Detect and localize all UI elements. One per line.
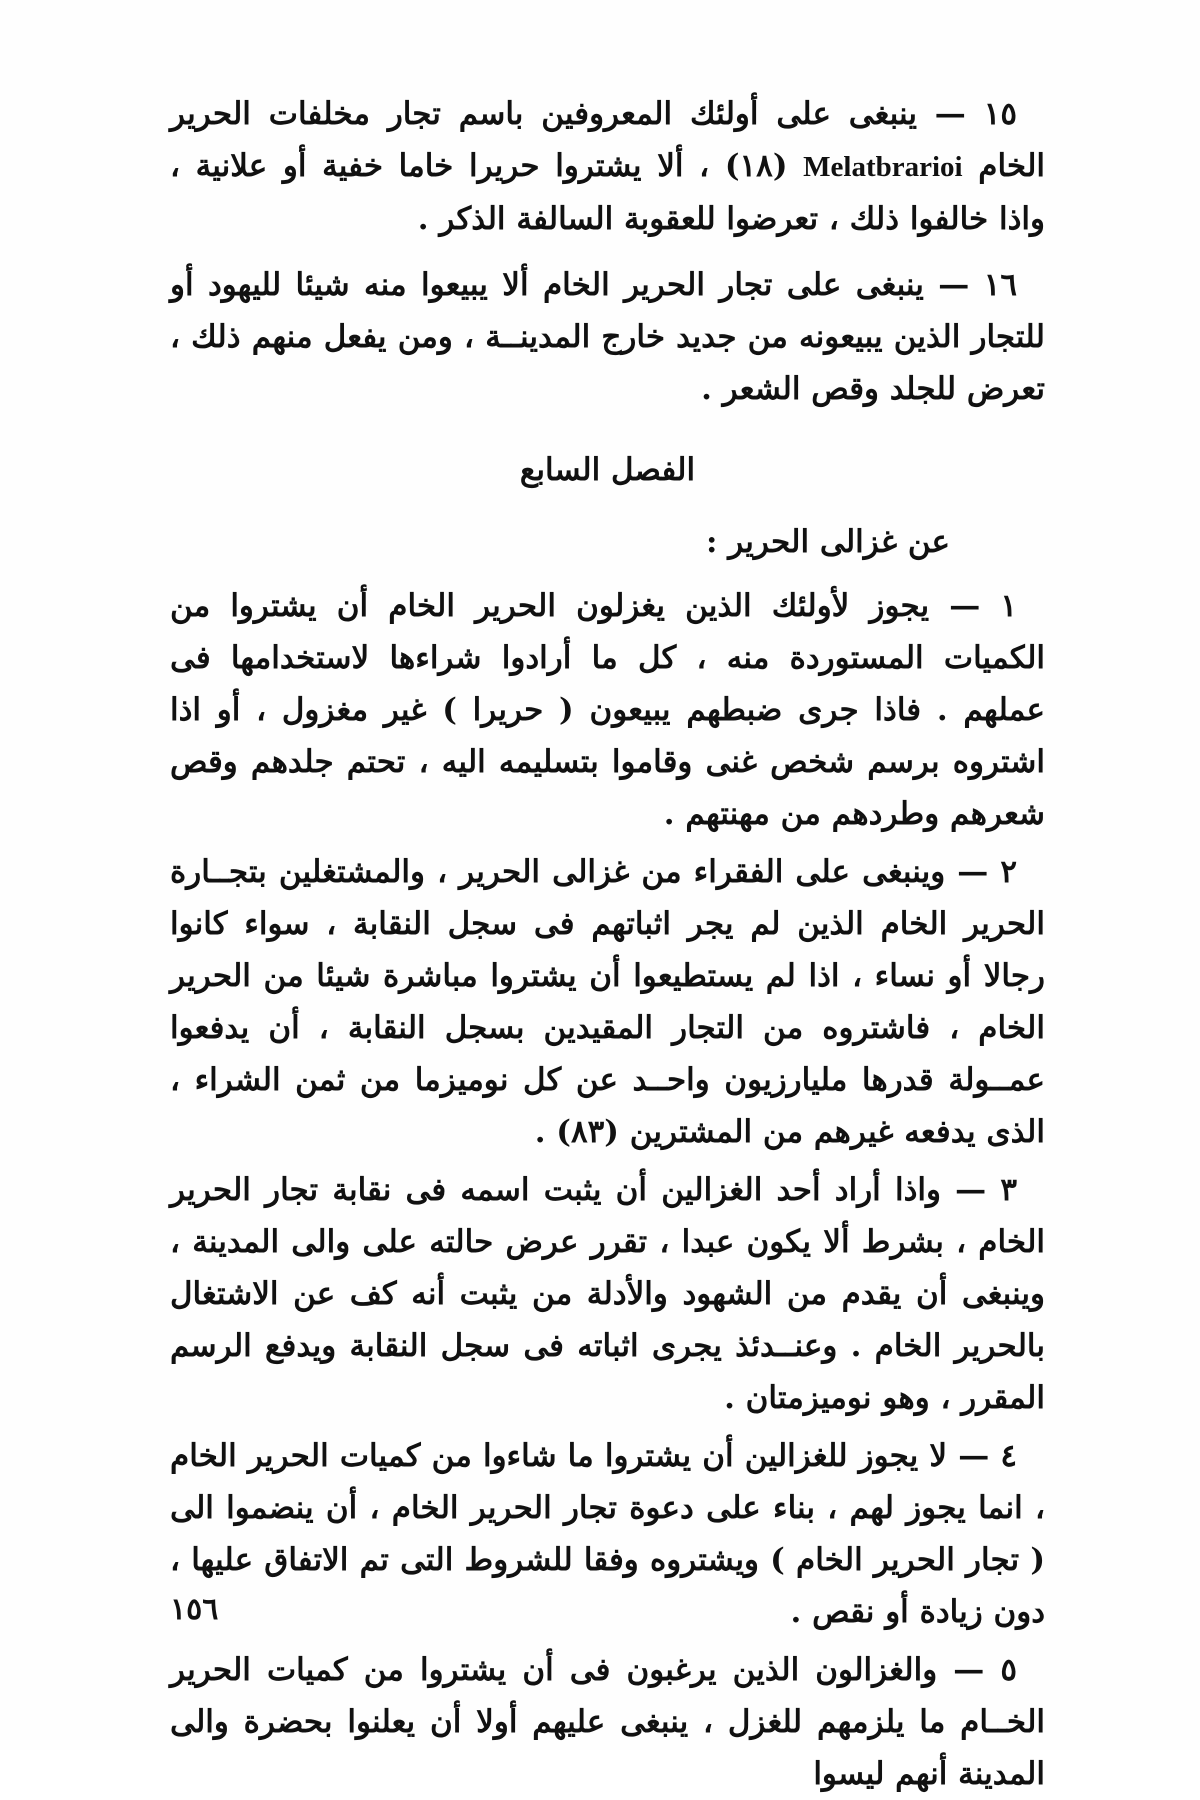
top-paragraphs <box>170 88 1045 415</box>
section-subheading: عن غزالى الحرير : <box>705 524 950 560</box>
paragraph-4: ٤ — لا يجوز للغزالين أن يشتروا ما شاءوا من كميات الحرير الخام ، انما يجوز لهم ، بناء على دعوة تجار الحرير الخام ، أن ينضموا الى ( تجار الحرير الخام ) ويشتروه وفقا للشروط التى تم الاتفاق عليها ، دون زيادة أو نقص . <box>170 1438 1045 1630</box>
paragraph-16: ١٦ — ينبغى على تجار الحرير الخام ألا يبيعوا منه شيئا لليهود أو للتجار الذين يبيعونه من جديد خارج المدينــة ، ومن يفعل منهم ذلك ، تعرض للجلد وقص الشعر . <box>170 267 1045 407</box>
paragraph-15-text-start: ١٥ — ينبغى على أولئك المعروفين باسم تجار مخلفات الحرير الخام <box>170 96 1046 184</box>
chapter-title: الفصل السابع <box>519 452 696 488</box>
page-number: ١٥٦ <box>170 1592 219 1627</box>
paragraph-15-text-end: (١٨) ، ألا يشتروا حريرا خاما خفية أو علانية ، واذا خالفوا ذلك ، تعرضوا للعقوبة السالفة الذكر . <box>170 148 1045 237</box>
paragraph-5: ٥ — والغزالون الذين يرغبون فى أن يشتروا من كميات الحرير الخــام ما يلزمهم للغزل ، ينبغى عليهم أولا أن يعلنوا بحضرة والى المدينة أنهم ليسوا <box>170 1652 1045 1792</box>
bottom-paragraphs <box>170 580 1045 1800</box>
paragraph-15 <box>170 88 1045 245</box>
paragraph-2: ٢ — وينبغى على الفقراء من غزالى الحرير ، والمشتغلين بتجــارة الحرير الخام الذين لم يجر اثباتهم فى سجل النقابة ، سواء كانوا رجالا أو نساء ، اذا لم يستطيعوا أن يشتروا مباشرة شيئا من الحرير الخام ، فاشتروه من التجار المقيدين بسجل النقابة ، أن يدفعوا عمــولة قدرها مليارزيون واحــد عن كل نوميزما من ثمن الشراء ، الذى يدفعه غيرهم من المشترين (٨٣) . <box>170 854 1045 1150</box>
paragraph-3: ٣ — واذا أراد أحد الغزالين أن يثبت اسمه فى نقابة تجار الحرير الخام ، بشرط ألا يكون عبدا ، تقرر عرض حالته على والى المدينة ، وينبغى أن يقدم من الشهود والأدلة من يثبت أنه كف عن الاشتغال بالحرير الخام . وعنــدئذ يجرى اثباته فى سجل النقابة ويدفع الرسم المقرر ، وهو نوميزمتان . <box>170 1172 1045 1416</box>
paragraph-1: ١ — يجوز لأولئك الذين يغزلون الحرير الخام أن يشتروا من الكميات المستوردة منه ، كل ما أرادوا شراءها لاستخدامها فى عملهم . فاذا جرى ضبطهم يبيعون ( حريرا ) غير مغزول ، أو اذا اشتروه برسم شخص غنى وقاموا بتسليمه اليه ، تحتم جلدهم وقص شعرهم وطردهم من مهنتهم . <box>170 588 1045 832</box>
latin-term: Melatbrarioi <box>803 151 963 183</box>
